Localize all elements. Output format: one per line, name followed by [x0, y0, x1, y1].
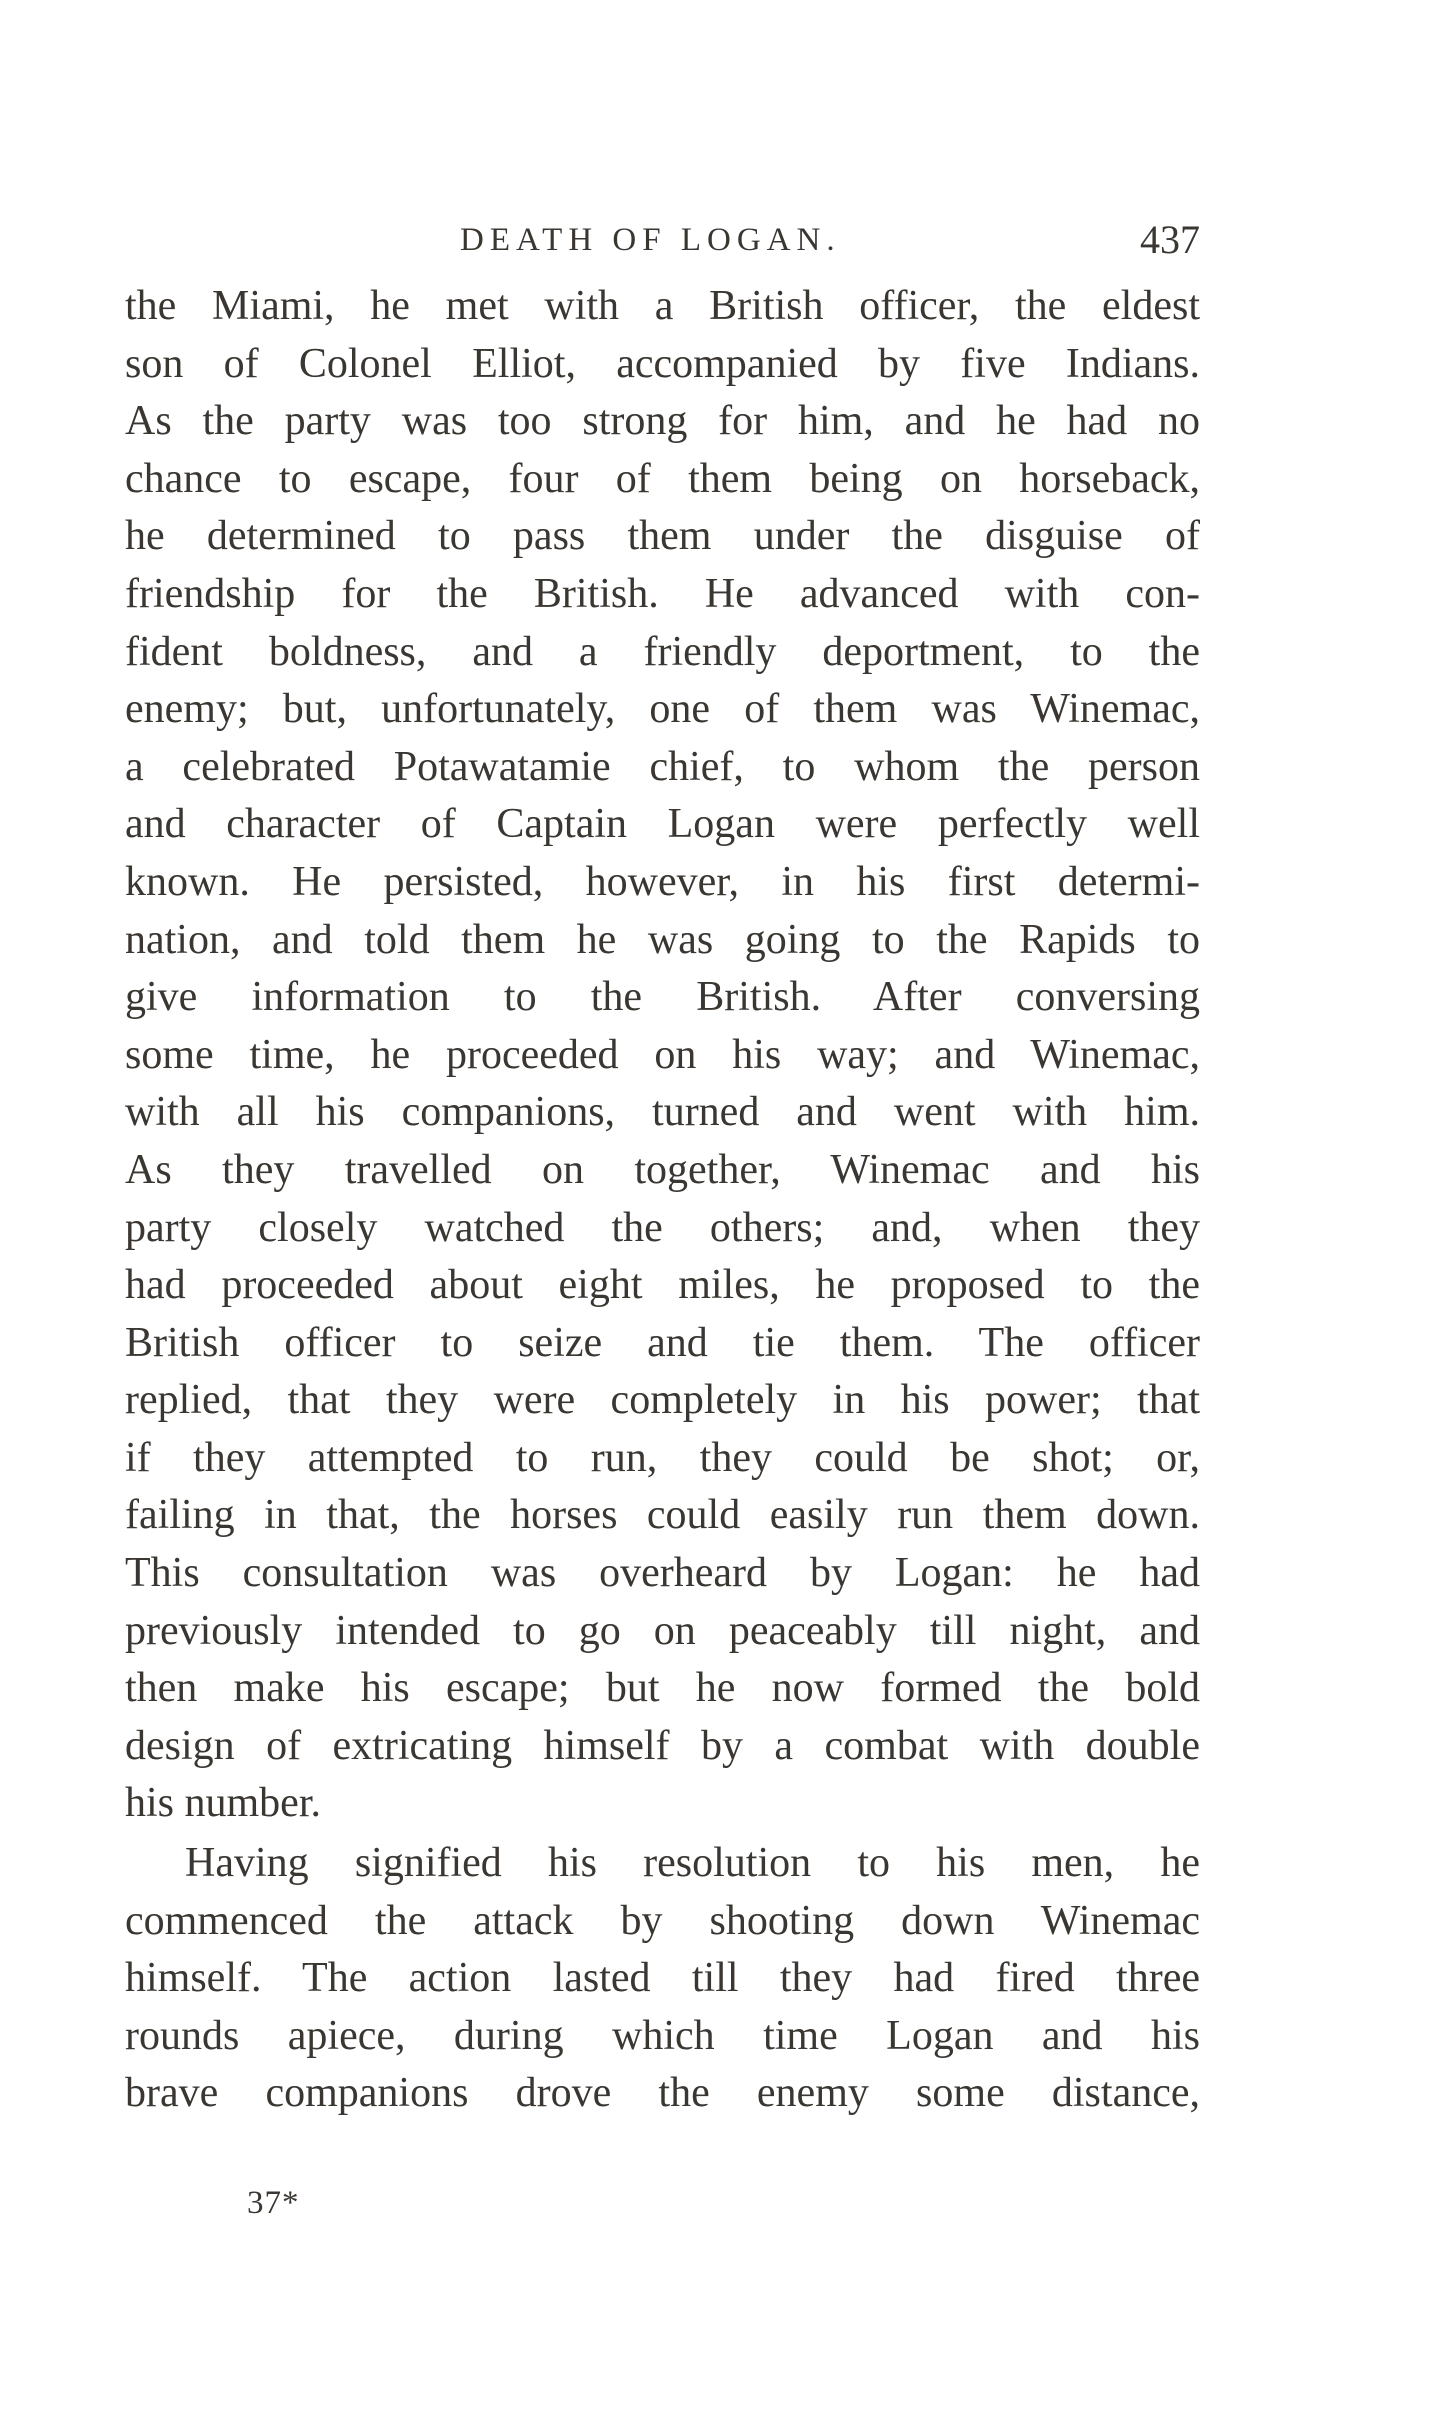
text-line: son of Colonel Elliot, accompanied by five Indians.	[125, 340, 1200, 387]
text-line: give information to the British. After conversing	[125, 974, 1200, 1021]
text-line: design of extricating himself by a combat with double	[125, 1722, 1200, 1769]
text-line: fident boldness, and a friendly deportment, to the	[125, 628, 1200, 675]
text-line: enemy; but, unfortunately, one of them was Winemac,	[125, 686, 1200, 733]
running-title: DEATH OF LOGAN.	[460, 222, 841, 258]
text-line: if they attempted to run, they could be shot; or,	[125, 1434, 1200, 1481]
text-line: This consultation was overheard by Logan: he had	[125, 1550, 1200, 1597]
text-line: As the party was too strong for him, and he had no	[125, 398, 1200, 445]
paragraph-2	[125, 1835, 1200, 2123]
body-text	[125, 278, 1200, 2123]
paragraph-1	[125, 278, 1200, 1833]
text-line: then make his escape; but he now formed the bold	[125, 1665, 1200, 1712]
signature-mark: 37*	[247, 2185, 300, 2221]
text-line: previously intended to go on peaceably till night, and	[125, 1607, 1200, 1654]
text-line: himself. The action lasted till they had fired three	[125, 1955, 1200, 2002]
text-line: failing in that, the horses could easily run them down.	[125, 1492, 1200, 1539]
text-line: replied, that they were completely in his power; that	[125, 1377, 1200, 1424]
text-line: his number.	[125, 1780, 321, 1827]
text-line: some time, he proceeded on his way; and Winemac,	[125, 1031, 1200, 1078]
text-line: known. He persisted, however, in his first determi-	[125, 858, 1200, 905]
text-line: a celebrated Potawatamie chief, to whom the person	[125, 743, 1200, 790]
page-number: 437	[1140, 217, 1200, 262]
text-line: and character of Captain Logan were perfectly well	[125, 801, 1200, 848]
text-line: brave companions drove the enemy some distance,	[125, 2070, 1200, 2117]
text-line: party closely watched the others; and, when they	[125, 1204, 1200, 1251]
text-line: commenced the attack by shooting down Winemac	[125, 1897, 1200, 1944]
text-line: had proceeded about eight miles, he proposed to the	[125, 1262, 1200, 1309]
text-line: chance to escape, four of them being on horseback,	[125, 455, 1200, 502]
text-line: nation, and told them he was going to the Rapids to	[125, 916, 1200, 963]
text-line: he determined to pass them under the disguise of	[125, 513, 1200, 560]
text-line: with all his companions, turned and went with him.	[125, 1089, 1200, 1136]
text-line: British officer to seize and tie them. The officer	[125, 1319, 1200, 1366]
text-line: rounds apiece, during which time Logan and his	[125, 2012, 1200, 2059]
running-head	[125, 210, 1200, 270]
text-line: As they travelled on together, Winemac and his	[125, 1146, 1200, 1193]
text-line: Having signified his resolution to his men, he	[185, 1840, 1200, 1887]
text-line: the Miami, he met with a British officer, the eldest	[125, 283, 1200, 329]
text-line: friendship for the British. He advanced with con-	[125, 570, 1200, 617]
